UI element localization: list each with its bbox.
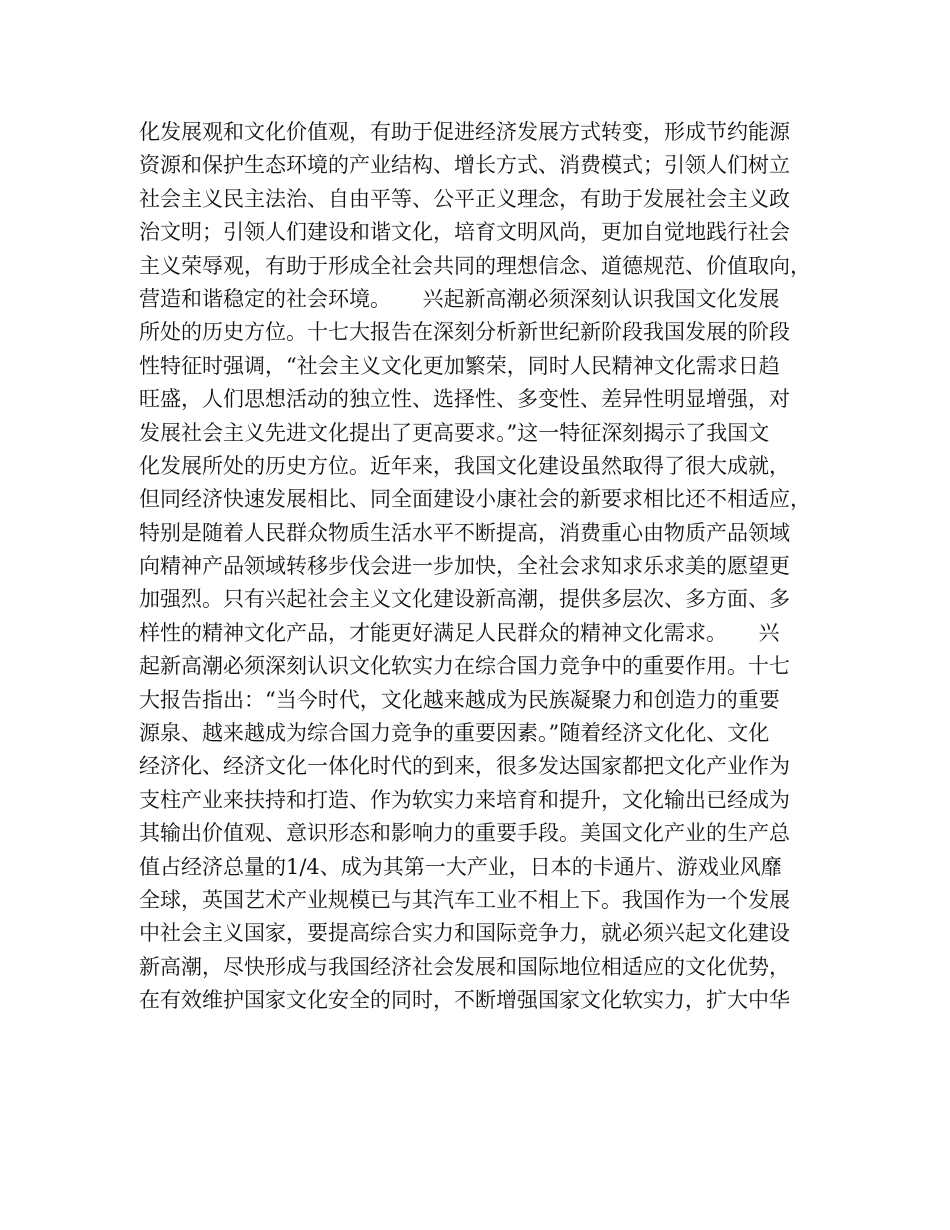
- text-line: 起新高潮必须深刻认识文化软实力在综合国力竞争中的重要作用。十七: [139, 654, 790, 679]
- text-line: 社会主义民主法治、自由平等、公平正义理念，有助于发展社会主义政: [139, 186, 790, 211]
- text-line: 其输出价值观、意识形态和影响力的重要手段。美国文化产业的生产总: [139, 821, 790, 846]
- text-line: 性特征时强调，“社会主义文化更加繁荣，同时人民精神文化需求日趋: [139, 353, 780, 378]
- text-line: 主义荣辱观，有助于形成全社会共同的理想信念、道德规范、价值取向，: [139, 253, 811, 278]
- text-line: 化发展观和文化价值观，有助于促进经济发展方式转变，形成节约能源: [139, 120, 790, 144]
- text-line: 特别是随着人民群众物质生活水平不断提高，消费重心由物质产品领域: [139, 520, 790, 545]
- text-line: 发展社会主义先进文化提出了更高要求。”这一特征深刻揭示了我国文: [139, 420, 770, 445]
- text-line: 营造和谐稳定的社会环境。 兴起新高潮必须深刻认识我国文化发展: [139, 286, 780, 311]
- text-line: 所处的历史方位。十七大报告在深刻分析新世纪新阶段我国发展的阶段: [139, 320, 790, 345]
- text-line: 经济化、经济文化一体化时代的到来，很多发达国家都把文化产业作为: [139, 754, 790, 779]
- text-line: 加强烈。只有兴起社会主义文化建设新高潮，提供多层次、多方面、多: [139, 587, 790, 612]
- text-line: 支柱产业来扶持和打造、作为软实力来培育和提升，文化输出已经成为: [139, 787, 790, 812]
- body-text: [139, 116, 829, 1018]
- text-line: 源泉、越来越成为综合国力竞争的重要因素。”随着经济文化化、文化: [139, 721, 770, 746]
- text-line: 旺盛，人们思想活动的独立性、选择性、多变性、差异性明显增强，对: [139, 387, 790, 412]
- text-line: 全球，英国艺术产业规模已与其汽车工业不相上下。我国作为一个发展: [139, 887, 790, 912]
- text-line: 化发展所处的历史方位。近年来，我国文化建设虽然取得了很大成就，: [139, 453, 790, 478]
- text-line: 新高潮，尽快形成与我国经济社会发展和国际地位相适应的文化优势，: [139, 954, 790, 979]
- text-line: 但同经济快速发展相比、同全面建设小康社会的新要求相比还不相适应，: [139, 487, 811, 512]
- text-line: 治文明；引领人们建设和谐文化，培育文明风尚，更加自觉地践行社会: [139, 220, 790, 245]
- text-line: 在有效维护国家文化安全的同时，不断增强国家文化软实力，扩大中华: [139, 988, 790, 1013]
- text-line: 资源和保护生态环境的产业结构、增长方式、消费模式；引领人们树立: [139, 153, 790, 178]
- text-line: 中社会主义国家，要提高综合实力和国际竞争力，就必须兴起文化建设: [139, 921, 790, 946]
- text-line: 向精神产品领域转移步伐会进一步加快，全社会求知求乐求美的愿望更: [139, 554, 790, 579]
- text-line: 值占经济总量的1/4、成为其第一大产业，日本的卡通片、游戏业风靡: [139, 854, 782, 879]
- text-line: 大报告指出：“当今时代，文化越来越成为民族凝聚力和创造力的重要: [139, 687, 780, 712]
- text-line: 样性的精神文化产品，才能更好满足人民群众的精神文化需求。 兴: [139, 620, 780, 645]
